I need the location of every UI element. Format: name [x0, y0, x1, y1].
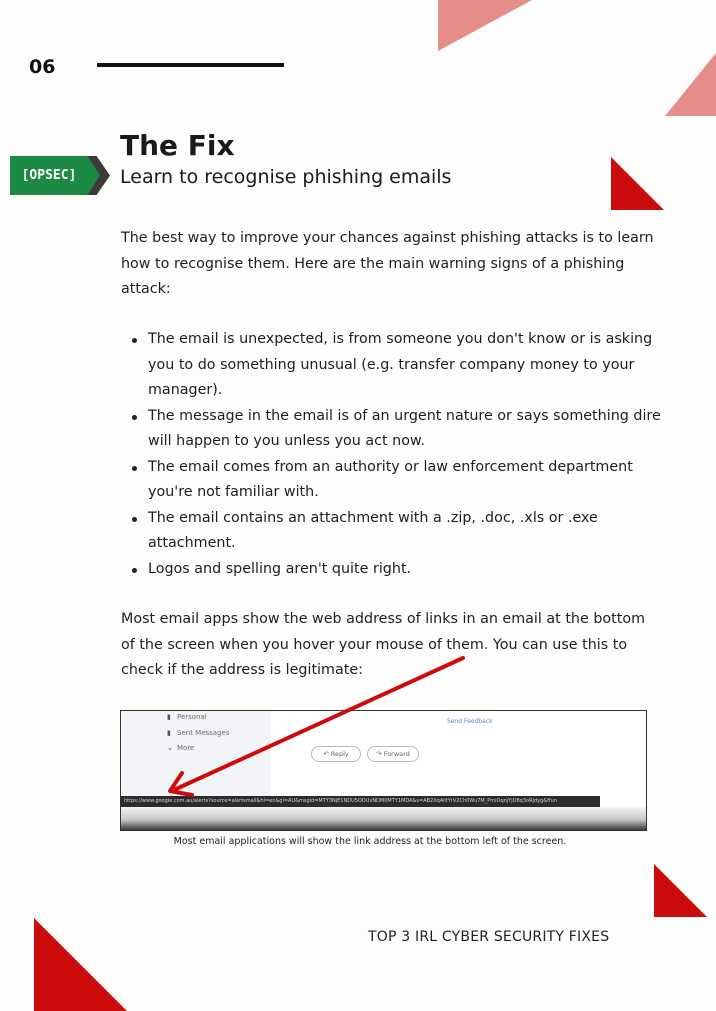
screenshot-status-url: https://www.google.com.au/alerts?source=alertsmail&hl=en&gl=AU&msgid=MTY3NjE1NDU5ODUxNDM0MTY1MDA&s=AB2Xq4iltYrV2Ch0Wu7M_PmiOqnjYjD8q3oRjdyg&ffun — [121, 796, 600, 807]
forward-icon: ↷ — [376, 750, 382, 758]
label-icon: ▮ — [167, 729, 171, 737]
list-item: Logos and spelling aren't quite right. — [121, 557, 661, 583]
page-number: 06 — [29, 56, 56, 78]
list-item: The email contains an attachment with a .zip, .doc, .xls or .exe attachment. — [121, 506, 661, 557]
screenshot-nav-sent: ▮ Sent Messages — [167, 729, 230, 737]
chevron-down-icon: ⌄ — [167, 744, 173, 752]
screenshot-forward-button: ↷ Forward — [367, 746, 419, 762]
screenshot-reply-button: ↶ Reply — [311, 746, 361, 762]
page-title: The Fix — [120, 129, 235, 162]
screenshot-feedback-link: Send Feedback — [447, 718, 493, 725]
reply-icon: ↶ — [323, 750, 329, 758]
list-item: The email comes from an authority or law enforcement department you're not familiar with. — [121, 455, 661, 506]
footer-title: TOP 3 IRL CYBER SECURITY FIXES — [368, 929, 610, 945]
tag-badge-label: [OPSEC] — [21, 168, 77, 183]
screenshot-nav-personal: ▮ Personal — [167, 713, 207, 721]
list-item: The email is unexpected, is from someone you don't know or is asking you to do something unusual (e.g. transfer company money to your manager). — [121, 327, 661, 404]
page-subtitle: Learn to recognise phishing emails — [120, 166, 452, 188]
screenshot-caption: Most email applications will show the link address at the bottom left of the screen. — [173, 836, 567, 847]
hover-link-paragraph: Most email apps show the web address of links in an email at the bottom of the screen when you hover your mouse of them. You can use this to check if the address is legitimate: — [121, 611, 646, 678]
screenshot-nav-more: ⌄ More — [167, 744, 195, 752]
intro-paragraph: The best way to improve your chances against phishing attacks is to learn how to recognise them. Here are the main warning signs of a phishing attack: — [121, 230, 654, 297]
list-item: The message in the email is of an urgent nature or says something dire will happen to you unless you act now. — [121, 404, 661, 455]
label-icon: ▮ — [167, 713, 171, 721]
